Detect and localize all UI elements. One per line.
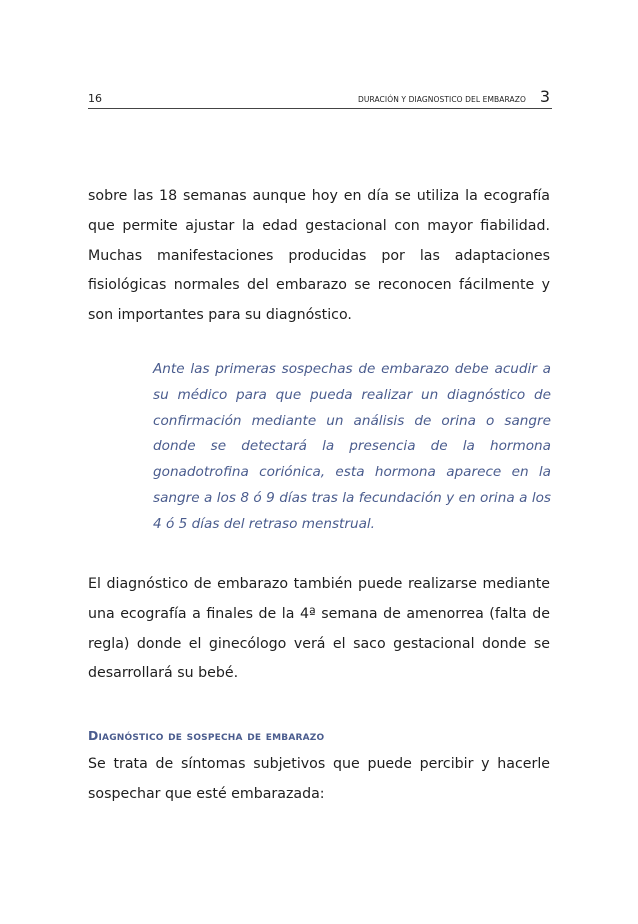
page-number: 16 bbox=[88, 92, 102, 105]
header-divider bbox=[88, 108, 552, 109]
section-heading: Diagnóstico de sospecha de embarazo bbox=[88, 728, 325, 743]
body-paragraph-2: El diagnóstico de embarazo también puede realizarse mediante una ecografía a finales de la 4ª semana de amenorrea (falta de regla) donde el ginecólogo verá el saco gestacional donde se desarrollará su bebé. bbox=[88, 576, 550, 682]
highlight-quote: Ante las primeras sospechas de embarazo debe acudir a su médico para que pueda realizar un diagnóstico de confirmación mediante un análisis de orina o sangre donde se detectará la presencia de la hormona gonadotrofina coriónica, esta hormona aparece en la sangre a los 8 ó 9 días tras la fecundación y en orina a los 4 ó 5 días del retraso menstrual. bbox=[153, 361, 551, 532]
chapter-number: 3 bbox=[539, 87, 550, 106]
running-title: DURACIÓN Y DIAGNOSTICO DEL EMBARAZO bbox=[357, 95, 526, 104]
body-paragraph-3: Se trata de síntomas subjetivos que puede percibir y hacerle sospechar que esté embarazada: bbox=[88, 756, 550, 802]
body-paragraph-1: sobre las 18 semanas aunque hoy en día se utiliza la ecografía que permite ajustar la edad gestacional con mayor fiabilidad. Muchas manifestaciones producidas por las adaptaciones fisiológicas normales del embarazo se reconocen fácilmente y son importantes para su diagnóstico. bbox=[88, 188, 550, 324]
